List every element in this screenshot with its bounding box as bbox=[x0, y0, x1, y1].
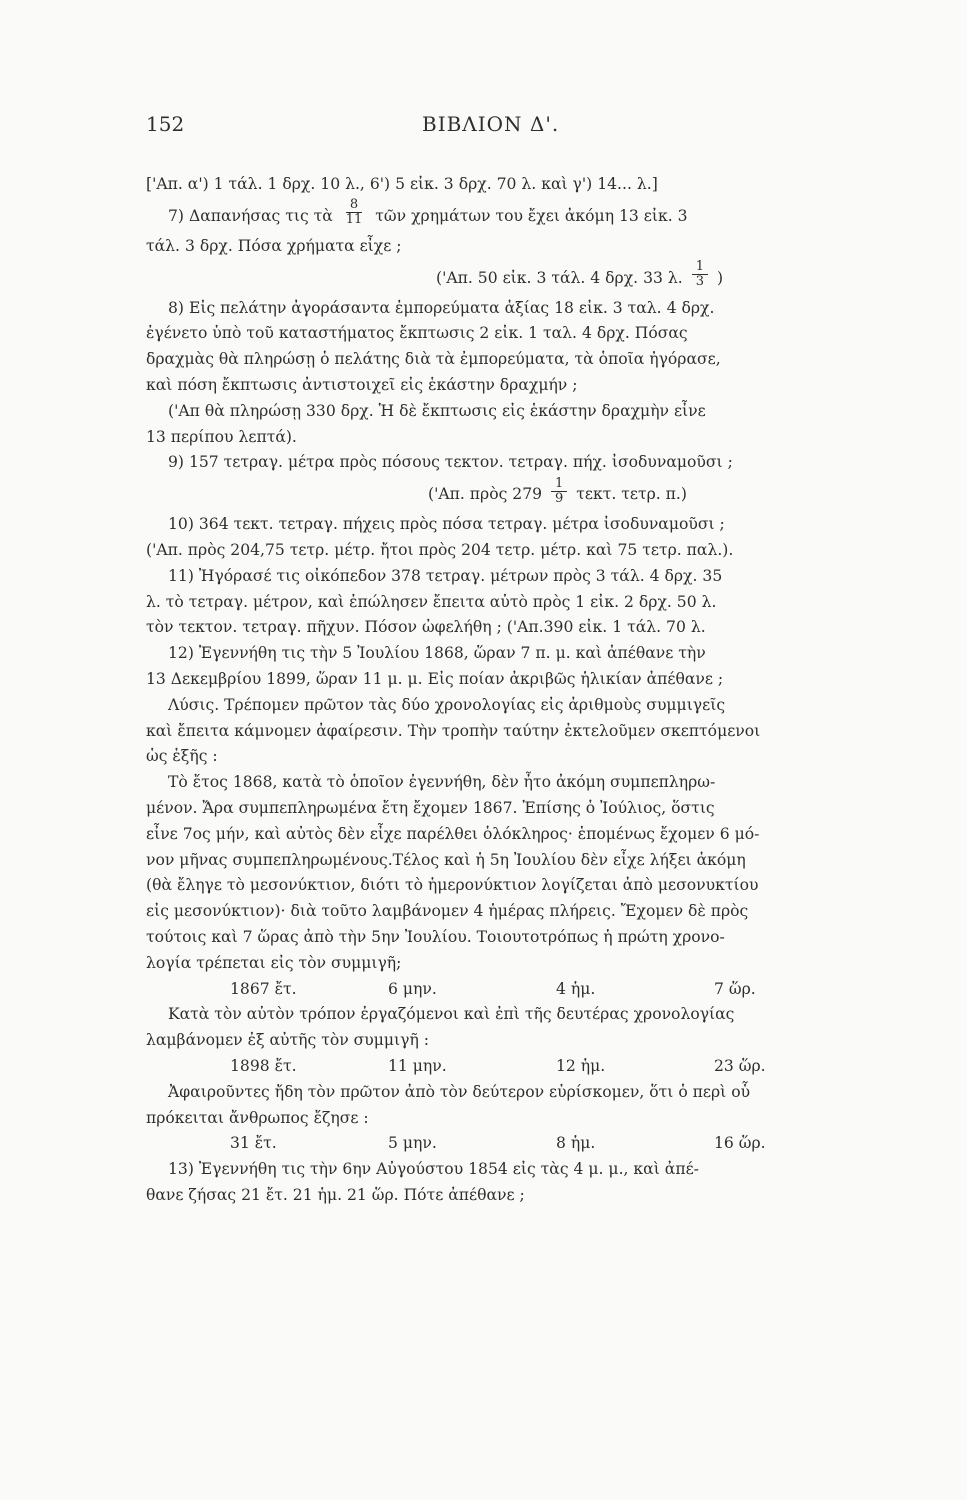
text-segment: 7) Δαπανήσας τις τὰ bbox=[168, 206, 333, 225]
answer-line bbox=[146, 260, 824, 296]
fraction-numerator: 1 bbox=[551, 477, 567, 492]
date-row-1 bbox=[146, 977, 824, 1003]
page-number: 152 bbox=[146, 112, 185, 136]
days-cell: 12 ἡμ. bbox=[556, 1056, 606, 1075]
fraction-denominator: 9 bbox=[555, 490, 564, 506]
fraction bbox=[342, 198, 367, 227]
years-cell: 1898 ἔτ. bbox=[230, 1056, 297, 1075]
text-line: εἶνε 7ος μήν, καὶ αὐτὸς δὲν εἶχε παρέλθει ὁλόκληρος· ἑπομένως ἔχομεν 6 μό- bbox=[146, 824, 760, 843]
fraction-numerator: 1 bbox=[692, 260, 708, 275]
hours-cell: 23 ὥρ. bbox=[714, 1056, 766, 1075]
text-segment: ('Απ. πρὸς 279 bbox=[428, 485, 543, 504]
text-segment: ('Απ. 50 εἰκ. 3 τάλ. 4 δρχ. 33 λ. bbox=[436, 268, 683, 287]
text-line: ἐγένετο ὑπὸ τοῦ καταστήματος ἔκπτωσις 2 εἰκ. 1 ταλ. 4 δρχ. Πόσας bbox=[146, 324, 688, 343]
problem-12-line: 12) Ἐγεννήθη τις τὴν 5 Ἰουλίου 1868, ὥραν 7 π. μ. καὶ ἀπέθανε τὴν bbox=[168, 644, 706, 663]
text-line: μένον. Ἄρα συμπεπληρωμένα ἔτη ἔχομεν 1867. Ἐπίσης ὁ Ἰούλιος, ὅστις bbox=[146, 798, 715, 817]
text-line: εἰς μεσονύκτιον)· διὰ τοῦτο λαμβάνομεν 4 ἡμέρας πλήρεις. Ἔχομεν δὲ πρὸς bbox=[146, 902, 749, 921]
problem-7-line bbox=[146, 198, 824, 234]
fraction-denominator: 11 bbox=[345, 212, 363, 228]
months-cell: 5 μην. bbox=[388, 1134, 437, 1153]
text-line: λογία τρέπεται εἰς τὸν συμμιγῆ; bbox=[146, 953, 402, 972]
date-row-result bbox=[146, 1131, 824, 1157]
fraction bbox=[692, 260, 708, 289]
text-line: ['Απ. α') 1 τάλ. 1 δρχ. 10 λ., 6') 5 εἰκ. 3 δρχ. 70 λ. καὶ γ') 14... λ.] bbox=[146, 175, 658, 193]
text-line: λ. τὸ τετραγ. μέτρον, καὶ ἐπώλησεν ἔπειτα αὐτὸ πρὸς 1 εἰκ. 2 δρχ. 50 λ. bbox=[146, 592, 717, 611]
answer-line: ('Απ. πρὸς 204,75 τετρ. μέτρ. ἤτοι πρὸς 204 τετρ. μέτρ. καὶ 75 τετρ. παλ.). bbox=[146, 540, 734, 559]
date-row-2 bbox=[146, 1054, 824, 1080]
problem-13-line: 13) Ἐγεννήθη τις τὴν 6ην Αὐγούστου 1854 εἰς τὰς 4 μ. μ., καὶ ἀπέ- bbox=[168, 1160, 699, 1179]
text-line: (θὰ ἔληγε τὸ μεσονύκτιον, διότι τὸ ἡμερονύκτιον λογίζεται ἀπὸ μεσονυκτίου bbox=[146, 876, 759, 895]
text-line: 13 περίπου λεπτά). bbox=[146, 427, 297, 446]
text-line: Τὸ ἔτος 1868, κατὰ τὸ ὁποῖον ἐγεννήθη, δὲν ἦτο ἀκόμη συμπεπληρω- bbox=[168, 773, 716, 792]
text-line: τὸν τεκτον. τετραγ. πῆχυν. Πόσον ὠφελήθη ; ('Απ.390 εἰκ. 1 τάλ. 70 λ. bbox=[146, 618, 706, 637]
fraction bbox=[551, 477, 567, 506]
text-line: 13 Δεκεμβρίου 1899, ὥραν 11 μ. μ. Εἰς ποίαν ἀκριβῶς ἡλικίαν ἀπέθανε ; bbox=[146, 669, 724, 688]
answer-line: ('Απ θὰ πληρώσῃ 330 δρχ. Ἡ δὲ ἔκπτωσις εἰς ἑκάστην δραχμὴν εἶνε bbox=[168, 401, 706, 420]
text-line: πρόκειται ἄνθρωπος ἔζησε : bbox=[146, 1108, 369, 1127]
months-cell: 6 μην. bbox=[388, 979, 437, 998]
text-line: Κατὰ τὸν αὐτὸν τρόπον ἐργαζόμενοι καὶ ἐπὶ τῆς δευτέρας χρονολογίας bbox=[168, 1005, 735, 1024]
problem-10-line: 10) 364 τεκτ. τετραγ. πήχεις πρὸς πόσα τετραγ. μέτρα ἰσοδυναμοῦσι ; bbox=[168, 515, 725, 534]
answer-line bbox=[146, 476, 824, 512]
days-cell: 8 ἡμ. bbox=[556, 1134, 596, 1153]
page-header bbox=[146, 112, 836, 144]
text-line: λαμβάνομεν ἐξ αὐτῆς τὸν συμμιγῆ : bbox=[146, 1031, 430, 1050]
years-cell: 31 ἔτ. bbox=[230, 1134, 277, 1153]
months-cell: 11 μην. bbox=[388, 1056, 447, 1075]
fraction-numerator: 8 bbox=[346, 198, 362, 213]
text-line: τάλ. 3 δρχ. Πόσα χρήματα εἶχε ; bbox=[146, 236, 402, 255]
fraction-denominator: 3 bbox=[695, 274, 704, 290]
text-line: καὶ πόση ἔκπτωσις ἀντιστοιχεῖ εἰς ἑκάστην δραχμήν ; bbox=[146, 375, 578, 394]
text-segment: ) bbox=[716, 268, 724, 287]
page-body bbox=[146, 172, 824, 1209]
text-line: θανε ζήσας 21 ἔτ. 21 ἡμ. 21 ὥρ. Πότε ἀπέθανε ; bbox=[146, 1185, 525, 1204]
hours-cell: 7 ὥρ. bbox=[714, 979, 756, 998]
problem-11-line: 11) Ἠγόρασέ τις οἰκόπεδον 378 τετραγ. μέτρων πρὸς 3 τάλ. 4 δρχ. 35 bbox=[168, 566, 723, 585]
years-cell: 1867 ἔτ. bbox=[230, 979, 297, 998]
text-line: ὡς ἑξῆς : bbox=[146, 747, 218, 766]
text-line: τούτοις καὶ 7 ὥρας ἀπὸ τὴν 5ην Ἰουλίου. Τοιουτοτρόπως ἡ πρώτη χρονο- bbox=[146, 927, 725, 946]
text-line: νον μῆνας συμπεπληρωμένους.Τέλος καὶ ἡ 5η Ἰουλίου δὲν εἶχε λήξει ἀκόμη bbox=[146, 850, 746, 869]
problem-8-line: 8) Εἰς πελάτην ἀγοράσαντα ἐμπορεύματα ἀξίας 18 εἰκ. 3 ταλ. 4 δρχ. bbox=[168, 298, 715, 317]
text-segment: τῶν χρημάτων του ἔχει ἀκόμη 13 εἰκ. 3 bbox=[375, 206, 688, 225]
text-line: καὶ ἔπειτα κάμνομεν ἀφαίρεσιν. Τὴν τροπὴν ταύτην ἐκτελοῦμεν σκεπτόμενοι bbox=[146, 721, 761, 740]
running-title: ΒΙΒΛΙΟΝ Δ'. bbox=[422, 112, 560, 136]
text-segment: τεκτ. τετρ. π.) bbox=[576, 485, 687, 504]
text-line: Ἀφαιροῦντες ἤδη τὸν πρῶτον ἀπὸ τὸν δεύτερον εὑρίσκομεν, ὅτι ὁ περὶ οὗ bbox=[168, 1082, 751, 1101]
solution-line: Λύσις. Τρέπομεν πρῶτον τὰς δύο χρονολογίας εἰς ἀριθμοὺς συμμιγεῖς bbox=[168, 695, 726, 714]
text-line: δραχμὰς θὰ πληρώσῃ ὁ πελάτης διὰ τὰ ἐμπορεύματα, τὰ ὁποῖα ἠγόρασε, bbox=[146, 350, 721, 369]
days-cell: 4 ἡμ. bbox=[556, 979, 596, 998]
hours-cell: 16 ὥρ. bbox=[714, 1134, 766, 1153]
problem-9-line: 9) 157 τετραγ. μέτρα πρὸς πόσους τεκτον. τετραγ. πήχ. ἰσοδυναμοῦσι ; bbox=[168, 453, 733, 472]
